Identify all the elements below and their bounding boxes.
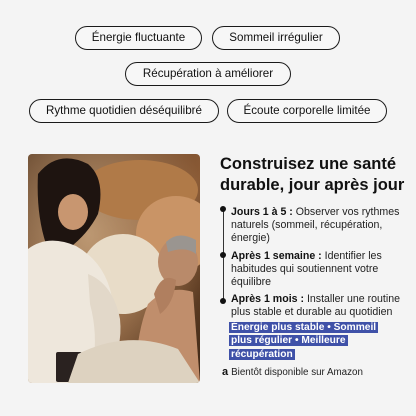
timeline-dot-1: [220, 206, 226, 212]
step-1: [231, 206, 411, 246]
pill-recuperation: Récupération à améliorer: [125, 62, 291, 86]
step-2-text: Identifier les habitudes qui soutiennent votre équilibre: [231, 249, 382, 289]
pill-rythme: Rythme quotidien déséquilibré: [29, 99, 219, 123]
step-2-label: Après 1 semaine :: [231, 249, 322, 262]
amazon-availability: [222, 366, 363, 378]
step-3-label: Après 1 mois :: [231, 293, 305, 306]
pill-sommeil: Sommeil irrégulier: [212, 26, 340, 50]
couple-photo: [28, 154, 200, 383]
pill-ecoute: Écoute corporelle limitée: [227, 99, 387, 123]
step-3: [231, 293, 411, 319]
benefits-text: Énergie plus stable • Sommeil plus régulier • Meilleure récupération: [231, 322, 377, 360]
amazon-text: Bientôt disponible sur Amazon: [231, 367, 363, 378]
timeline-dot-2: [220, 252, 226, 258]
step-1-text: Observer vos rythmes naturels (sommeil, récupération, énergie): [231, 206, 400, 245]
timeline: [220, 205, 226, 305]
pill-energie: Énergie fluctuante: [75, 26, 202, 50]
step-2: [231, 250, 411, 290]
step-3-text: Installer une routine plus stable et durable au quotidien: [231, 293, 401, 319]
photo-illustration: [28, 154, 200, 383]
benefits-highlight: [229, 321, 381, 361]
steps-list: [231, 206, 411, 320]
main-heading: Construisez une santé durable, jour après jour: [220, 155, 405, 194]
timeline-dot-3: [220, 298, 226, 304]
amazon-icon: a: [222, 366, 229, 378]
step-1-label: Jours 1 à 5 :: [231, 206, 293, 218]
